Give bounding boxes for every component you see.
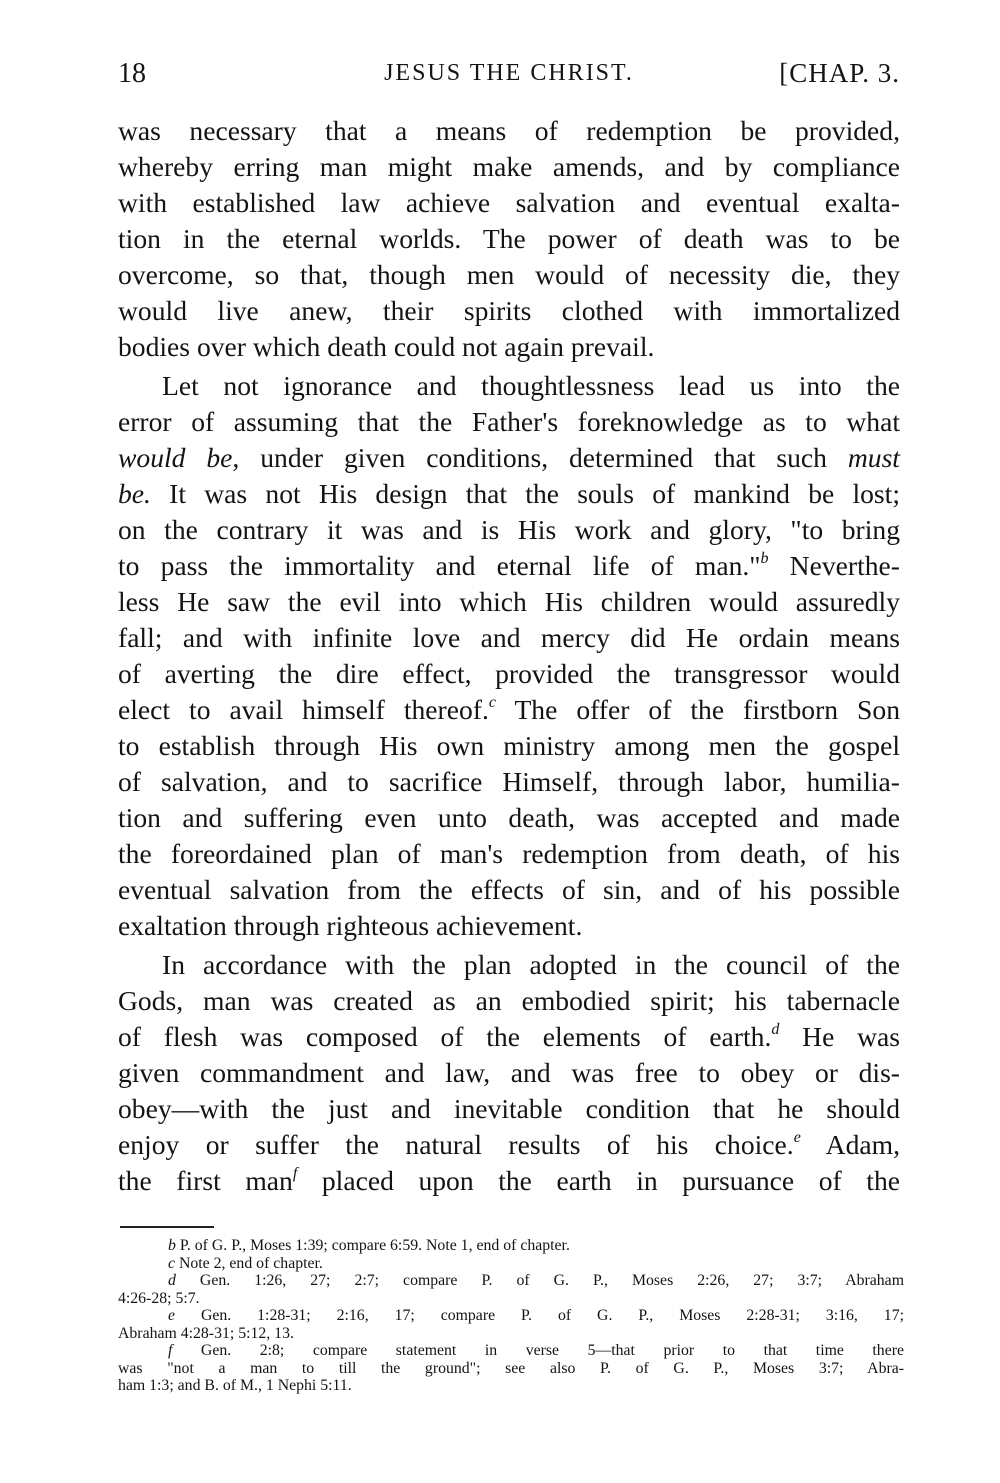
text-line: given commandment and law, and was free to obey or dis-	[118, 1057, 900, 1088]
italic-emphasis: would be,	[118, 442, 240, 473]
text-line: was necessary that a means of redemption be provided,	[118, 115, 900, 146]
chapter-marker: [CHAP. 3.	[779, 58, 900, 88]
text-line: Let not ignorance and thoughtlessness lead us into the	[162, 370, 900, 401]
footnote-e-cont: Abraham 4:28-31; 5:12, 13.	[118, 1324, 294, 1342]
footnote-e: e Gen. 1:28-31; 2:16, 17; compare P. of G. P., Moses 2:28-31; 3:16, 17;	[168, 1307, 904, 1324]
footnote-ref-d: d	[771, 1020, 780, 1038]
footnote-ref-c: c	[488, 693, 496, 711]
text-line: the first man$^f$ placed upon the earth in pursuance of the	[118, 1164, 900, 1196]
running-header	[118, 58, 900, 98]
text-line: with established law achieve salvation and eventual exalta-	[118, 187, 900, 218]
footnote-c: c Note 2, end of chapter.	[168, 1254, 323, 1272]
text-line: overcome, so that, though men would of necessity die, they	[118, 259, 900, 290]
text-line: whereby erring man might make amends, and by compliance	[118, 151, 900, 182]
text-line: elect to avail himself thereof.$^c$ The offer of the firstborn Son	[118, 693, 900, 725]
footnote-divider	[120, 1226, 214, 1228]
text-line: less He saw the evil into which His children would assuredly	[118, 586, 900, 617]
footnote-f-cont: ham 1:3; and B. of M., 1 Nephi 5:11.	[118, 1377, 352, 1394]
text-line: enjoy or suffer the natural results of his choice.$^e$ Adam,	[118, 1128, 900, 1160]
text-line: of flesh was composed of the elements of earth.$^d$ He was	[118, 1020, 900, 1052]
text-line: to pass the immortality and eternal life of man."$^b$ Neverthe-	[118, 549, 900, 581]
text-line: fall; and with infinite love and mercy did He ordain means	[118, 622, 900, 653]
footnote-ref-f: f	[292, 1164, 298, 1182]
page-number: 18	[118, 58, 146, 89]
text-line: obey—with the just and inevitable condition that he should	[118, 1093, 900, 1124]
text-line: on the contrary it was and is His work and glory, "to bring	[118, 514, 900, 545]
italic-emphasis: must	[847, 442, 900, 473]
text-line: tion in the eternal worlds. The power of death was to be	[118, 223, 900, 254]
text-line: eventual salvation from the effects of sin, and of his possible	[118, 874, 900, 905]
text-line: exaltation through righteous achievement.	[118, 910, 583, 941]
italic-emphasis: be.	[118, 478, 151, 509]
paragraph-3	[118, 947, 900, 1199]
text-line: to establish through His own ministry among men the gospel	[118, 730, 900, 761]
body-text	[118, 113, 900, 1199]
footnote-d-cont: 4:26-28; 5:7.	[118, 1289, 200, 1307]
footnote-d: d Gen. 1:26, 27; 2:7; compare P. of G. P., Moses 2:26, 27; 3:7; Abraham	[168, 1272, 904, 1289]
running-title: JESUS THE CHRIST.	[384, 60, 634, 86]
text-line: be. It was not His design that the souls of mankind be lost;	[118, 478, 900, 509]
footnote-ref-e: e	[793, 1128, 801, 1146]
paragraph-1	[118, 113, 900, 365]
text-line: of salvation, and to sacrifice Himself, through labor, humilia-	[118, 766, 900, 797]
text-line: tion and suffering even unto death, was accepted and made	[118, 802, 900, 833]
text-line: would live anew, their spirits clothed with immortalized	[118, 295, 900, 326]
footnotes	[118, 1237, 904, 1395]
footnote-ref-b: b	[760, 549, 769, 567]
text-line: In accordance with the plan adopted in the council of the	[162, 949, 900, 980]
text-line: bodies over which death could not again prevail.	[118, 331, 655, 362]
text-line: error of assuming that the Father's foreknowledge as to what	[118, 406, 900, 437]
text-line: Gods, man was created as an embodied spirit; his tabernacle	[118, 985, 900, 1016]
text-line: of averting the dire effect, provided the transgressor would	[118, 658, 900, 689]
text-line: the foreordained plan of man's redemption from death, of his	[118, 838, 900, 869]
footnote-f-cont: was "not a man to till the ground"; see also P. of G. P., Moses 3:7; Abra-	[118, 1359, 904, 1377]
paragraph-2	[118, 368, 900, 944]
text-line: would be, under given conditions, determined that such must	[118, 442, 900, 473]
footnote-b: b P. of G. P., Moses 1:39; compare 6:59. Note 1, end of chapter.	[168, 1237, 570, 1254]
footnote-f: f Gen. 2:8; compare statement in verse 5—that prior to that time there	[168, 1342, 904, 1359]
